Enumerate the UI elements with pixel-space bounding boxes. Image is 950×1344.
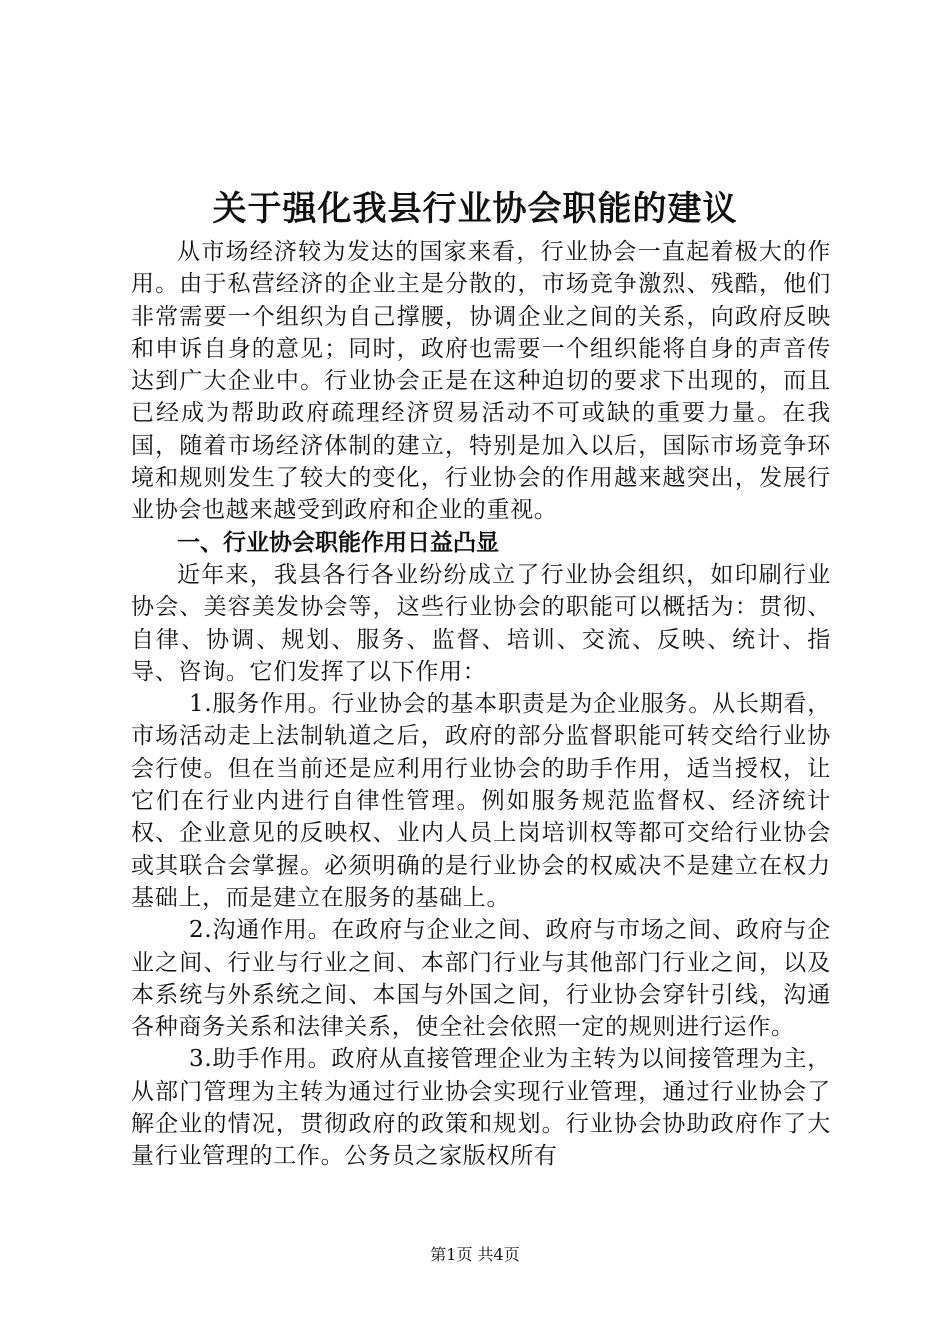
item-communication-paragraph: 2.沟通作用。在政府与企业之间、政府与市场之间、政府与企业之间、行业与行业之间、本部门行业与其他部门行业之间，以及本系统与外系统之间、本国与外国之间，行业协会穿针引线，沟通各种商务关系和法律关系，使全社会依照一定的规则进行运作。 [131, 917, 831, 1041]
item-service-paragraph: 1.服务作用。行业协会的基本职责是为企业服务。从长期看，市场活动走上法制轨道之后，政府的部分监督职能可转交给行业协会行使。但在当前还是应利用行业协会的助手作用，适当授权，让它们在行业内进行自律性管理。例如服务规范监督权、经济统计权、企业意见的反映权、业内人员上岗培训权等都可交给行业协会或其联合会掌握。必须明确的是行业协会的权威决不是建立在权力基础上，而是建立在服务的基础上。 [131, 691, 831, 911]
document-body [131, 236, 831, 1173]
page-number-footer: 第1页 共4页 [430, 1245, 520, 1264]
item-assistant-paragraph: 3.助手作用。政府从直接管理企业为主转为以间接管理为主，从部门管理为主转为通过行业协会实现行业管理，通过行业协会了解企业的情况，贯彻政府的政策和规划。行业协会协助政府作了大量行业管理的工作。公务员之家版权所有 [131, 1046, 831, 1170]
intro-paragraph: 从市场经济较为发达的国家来看，行业协会一直起着极大的作用。由于私营经济的企业主是分散的，市场竞争激烈、残酷，他们非常需要一个组织为自己撑腰，协调企业之间的关系，向政府反映和申诉自身的意见；同时，政府也需要一个组织能将自身的声音传达到广大企业中。行业协会正是在这种迫切的要求下出现的，而且已经成为帮助政府疏理经济贸易活动不可或缺的重要力量。在我国，随着市场经济体制的建立，特别是加入以后，国际市场竞争环境和规则发生了较大的变化，行业协会的作用越来越突出，发展行业协会也越来越受到政府和企业的重视。 [131, 239, 831, 524]
section-intro-paragraph: 近年来，我县各行各业纷纷成立了行业协会组织，如印刷行业协会、美容美发协会等，这些行业协会的职能可以概括为：贯彻、自律、协调、规划、服务、监督、培训、交流、反映、统计、指导、咨询。它们发挥了以下作用： [131, 561, 831, 685]
section-heading: 一、行业协会职能作用日益凸显 [177, 529, 499, 556]
document-title: 关于强化我县行业协会职能的建议 [212, 189, 738, 229]
